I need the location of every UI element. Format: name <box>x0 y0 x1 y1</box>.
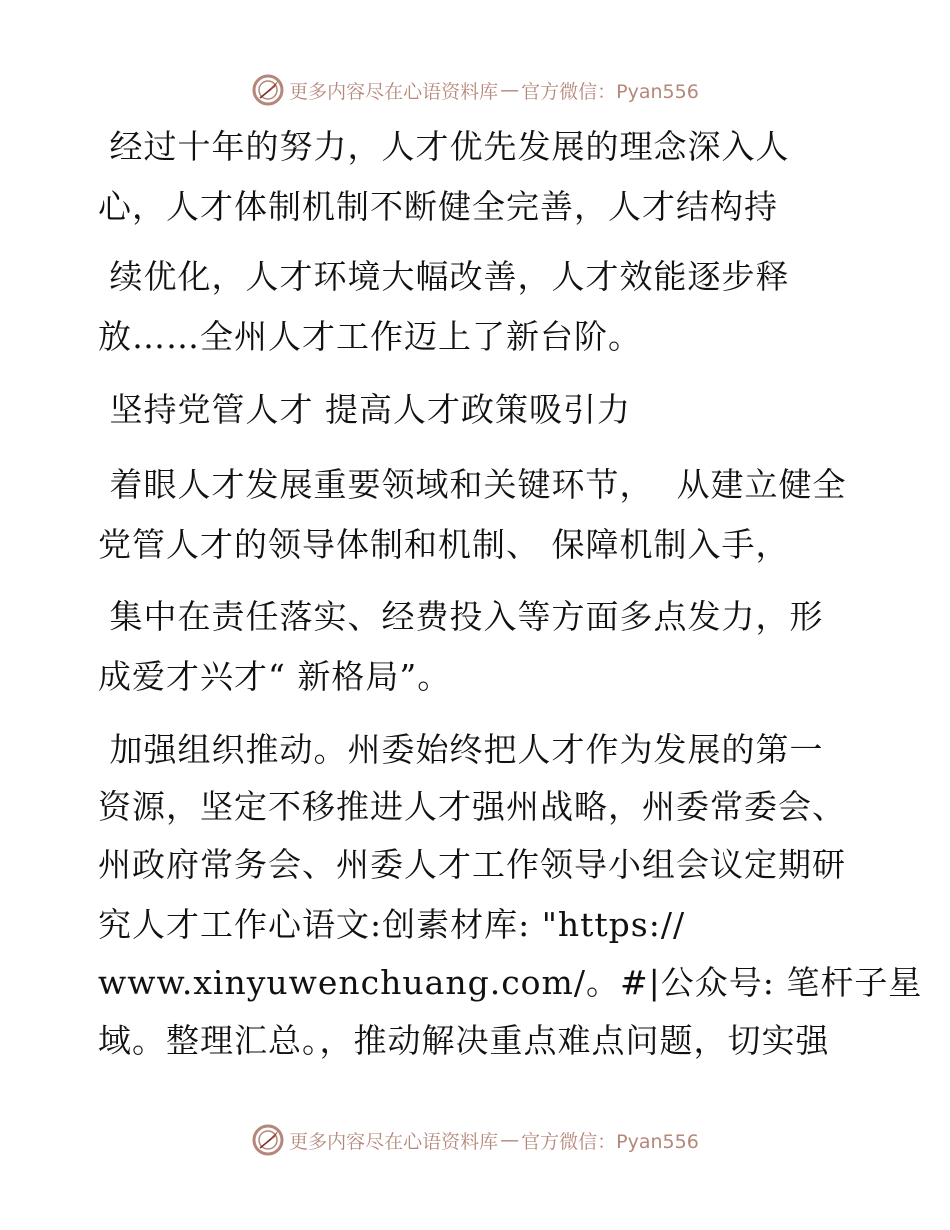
text-line: 域。整理汇总。，推动解决重点难点问题，切实强 <box>98 1021 830 1060</box>
text-line: 集中在责任落实、经费投入等方面多点发力，形 <box>98 597 824 636</box>
quill-pen-logo-icon <box>251 1123 285 1157</box>
text-line: 加强组织推动。州委始终把人才作为发展的第一 <box>98 730 824 769</box>
quill-pen-logo-icon <box>251 73 285 107</box>
text-line: 心，人才体制机制不断健全完善，人才结构持 <box>98 187 778 226</box>
watermark-brand: 更多内容尽在心语资料库 <box>289 80 499 103</box>
watermark-separator: — <box>500 79 520 101</box>
watermark-wechat: 官方微信：Pyan556 <box>521 1130 699 1153</box>
text-line: www.xinyuwenchuang.com/。#|公众号: 笔杆子星 <box>98 963 923 1002</box>
header-watermark <box>0 70 950 110</box>
text-line: 续优化，人才环境大幅改善，人才效能逐步释 <box>98 257 790 296</box>
text-line: 着眼人才发展重要领域和关键环节， 从建立健全 <box>98 465 847 504</box>
text-line: 州政府常务会、州委人才工作领导小组会议定期研 <box>98 845 846 884</box>
footer-watermark <box>0 1120 950 1160</box>
watermark-separator: — <box>500 1129 520 1151</box>
watermark-wechat: 官方微信：Pyan556 <box>521 80 699 103</box>
text-line: 资源，坚定不移推进人才强州战略，州委常委会、 <box>98 787 846 826</box>
text-line: 究人才工作心语文:创素材库: "https:// <box>98 905 686 944</box>
text-line: 经过十年的努力，人才优先发展的理念深入人 <box>98 127 790 166</box>
section-heading: 坚持党管人才 提高人才政策吸引力 <box>98 390 631 429</box>
text-line: 党管人才的领导体制和机制、 保障机制入手， <box>98 525 790 564</box>
text-line: 放……全州人才工作迈上了新台阶。 <box>98 317 642 356</box>
text-line: 成爱才兴才“ 新格局”。 <box>98 657 452 696</box>
watermark-brand: 更多内容尽在心语资料库 <box>289 1130 499 1153</box>
